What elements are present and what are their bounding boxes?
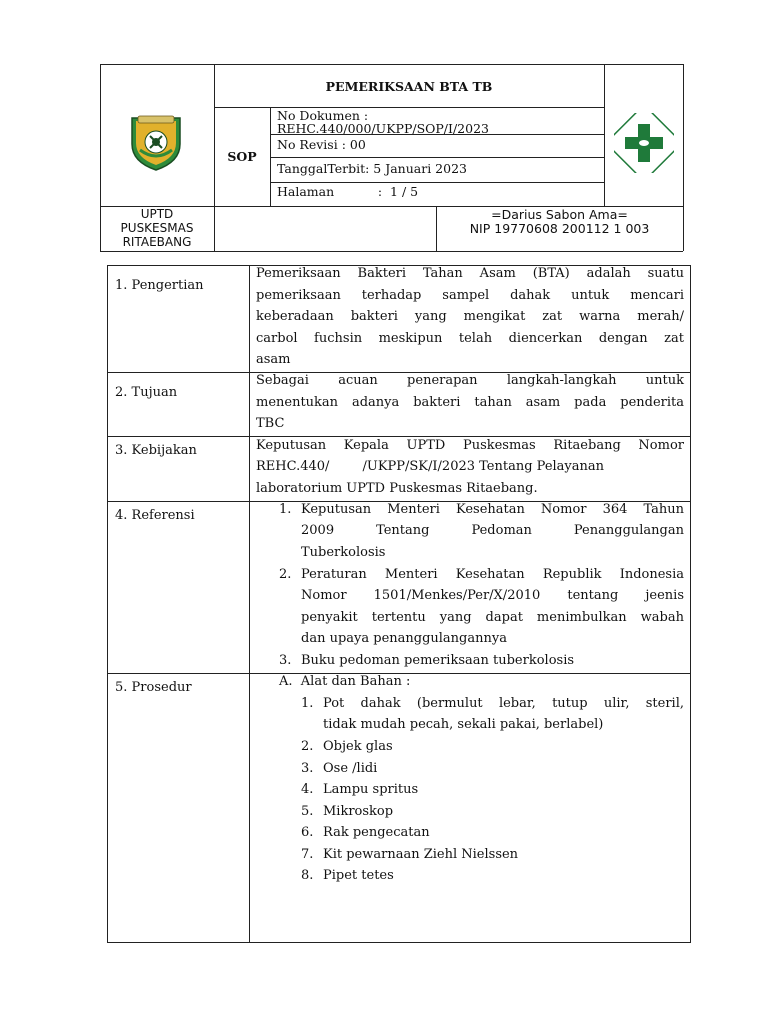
prosedur-item-2-number: 2. (301, 739, 314, 754)
section-label-tujuan: 2. Tujuan (115, 385, 178, 400)
prosedur-item-6-text: Rak pengecatan (323, 825, 430, 840)
prosedur-sub-label: A. Alat dan Bahan : (279, 674, 411, 689)
referensi-item-2-line-2: Nomor 1501/Menkes/Per/X/2010 tentang jeenis (301, 588, 684, 603)
tujuan-line-3: TBC (256, 416, 285, 431)
signer-nip: NIP 19770608 200112 1 003 (469, 221, 650, 236)
referensi-item-2-number: 2. (279, 567, 292, 582)
org-name-line1: UPTD (140, 207, 174, 221)
pengertian-line-3: keberadaan bakteri yang mengikat zat warna merah/ (256, 309, 684, 324)
prosedur-item-7-text: Kit pewarnaan Ziehl Nielssen (323, 847, 519, 862)
page-number: Halaman : 1 / 5 (277, 184, 419, 199)
revision-number: No Revisi : 00 (277, 137, 366, 152)
referensi-item-2-line-4: dan upaya penanggulangannya (301, 631, 507, 646)
prosedur-item-5-text: Mikroskop (323, 804, 394, 819)
tujuan-line-2: menentukan adanya bakteri tahan asam pada penderita (256, 395, 684, 410)
referensi-item-1-line-2: 2009 Tentang Pedoman Penanggulangan (301, 523, 684, 538)
section-label-prosedur: 5. Prosedur (115, 680, 192, 695)
prosedur-item-1-line-1: Pot dahak (bermulut lebar, tutup ulir, steril, (323, 696, 684, 711)
prosedur-item-4-number: 4. (301, 782, 314, 797)
referensi-item-1-number: 1. (279, 502, 292, 517)
pengertian-line-5: asam (256, 352, 291, 367)
prosedur-item-1-number: 1. (301, 696, 314, 711)
document-number: REHC.440/000/UKPP/SOP/I/2023 (277, 121, 489, 136)
prosedur-item-3-text: Ose /lidi (323, 761, 378, 776)
prosedur-item-1-line-2: tidak mudah pecah, sekali pakai, berlabel) (323, 717, 604, 732)
prosedur-item-5-number: 5. (301, 804, 314, 819)
prosedur-item-2-text: Objek glas (323, 739, 393, 754)
signer-name: =Darius Sabon Ama= (491, 207, 628, 222)
section-label-pengertian: 1. Pengertian (115, 278, 204, 293)
sop-label: SOP (227, 149, 257, 164)
kebijakan-line-1: Keputusan Kepala UPTD Puskesmas Ritaebang Nomor (256, 438, 684, 453)
pengertian-line-4: carbol fuchsin meskipun telah diencerkan dengan zat (256, 331, 684, 346)
kebijakan-line-2: REHC.440/ /UKPP/SK/I/2023 Tentang Pelayanan (256, 459, 605, 474)
tujuan-line-1: Sebagai acuan penerapan langkah-langkah untuk (256, 373, 684, 388)
org-name-line3: RITAEBANG (122, 235, 192, 249)
referensi-item-3-number: 3. (279, 653, 292, 668)
pengertian-line-2: pemeriksaan terhadap sampel dahak untuk mencari (256, 288, 684, 303)
issue-date: TanggalTerbit: 5 Januari 2023 (277, 161, 467, 176)
referensi-item-3-line-1: Buku pedoman pemeriksaan tuberkolosis (301, 653, 575, 668)
prosedur-item-3-number: 3. (301, 761, 314, 776)
puskesmas-cross-icon (614, 113, 674, 173)
section-label-kebijakan: 3. Kebijakan (115, 443, 197, 458)
document-title: PEMERIKSAAN BTA TB (325, 79, 493, 94)
prosedur-item-6-number: 6. (301, 825, 314, 840)
prosedur-item-8-number: 8. (301, 868, 314, 883)
kebijakan-line-3: laboratorium UPTD Puskesmas Ritaebang. (256, 481, 538, 496)
document-number-label: No Dokumen : (277, 108, 369, 123)
referensi-item-1-line-3: Tuberkolosis (301, 545, 386, 560)
prosedur-item-4-text: Lampu spritus (323, 782, 419, 797)
referensi-item-1-line-1: Keputusan Menteri Kesehatan Nomor 364 Tahun (301, 502, 684, 517)
regency-emblem-icon (126, 110, 186, 172)
org-name-line2: PUSKESMAS (120, 221, 194, 235)
section-label-referensi: 4. Referensi (115, 508, 195, 523)
prosedur-item-8-text: Pipet tetes (323, 868, 394, 883)
referensi-item-2-line-3: penyakit tertentu yang dapat menimbulkan wabah (301, 610, 684, 625)
prosedur-item-7-number: 7. (301, 847, 314, 862)
pengertian-line-1: Pemeriksaan Bakteri Tahan Asam (BTA) adalah suatu (256, 266, 684, 281)
referensi-item-2-line-1: Peraturan Menteri Kesehatan Republik Indonesia (301, 567, 684, 582)
